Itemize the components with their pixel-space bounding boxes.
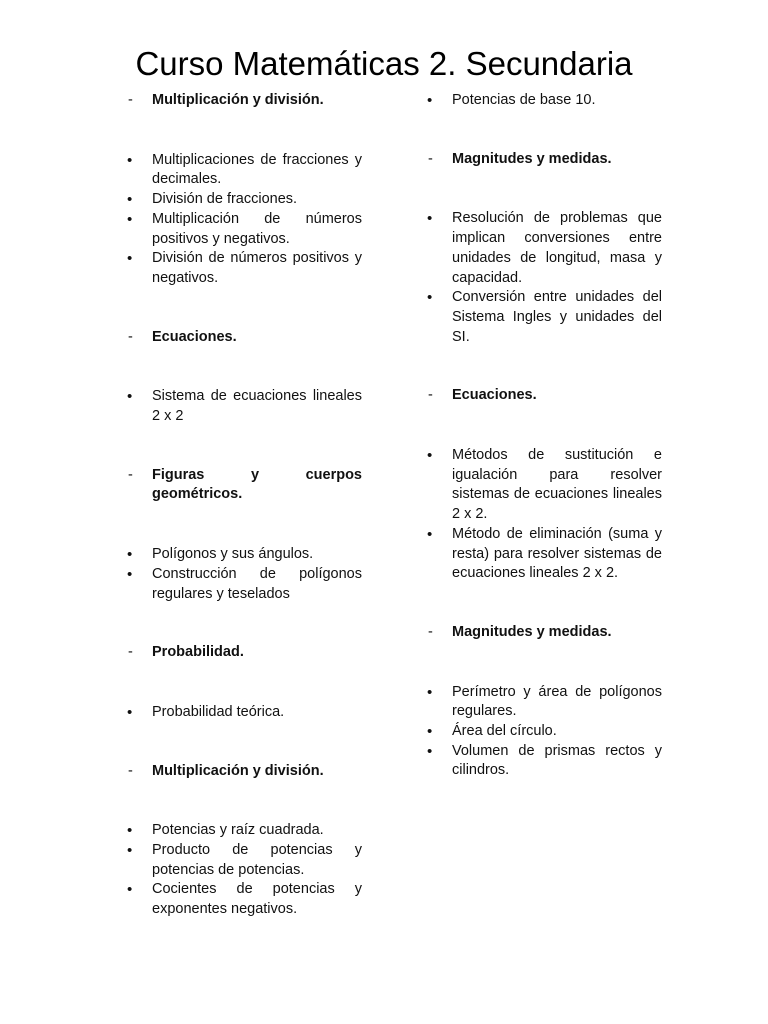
list-item bbox=[127, 249, 362, 288]
section-heading bbox=[127, 643, 362, 663]
spacer bbox=[427, 111, 662, 150]
spacer bbox=[127, 663, 362, 703]
bullet-icon: • bbox=[427, 92, 433, 109]
dash-marker: - bbox=[428, 387, 433, 404]
list-item-text: Multiplicaciones de fracciones y decimales. bbox=[152, 151, 362, 188]
bullet-icon: • bbox=[127, 703, 133, 721]
spacer bbox=[127, 505, 362, 545]
section-heading-text: Ecuaciones. bbox=[452, 387, 537, 404]
spacer bbox=[127, 723, 362, 762]
spacer bbox=[427, 169, 662, 209]
spacer bbox=[127, 781, 362, 821]
section-heading bbox=[427, 386, 662, 406]
spacer bbox=[127, 289, 362, 328]
left-column bbox=[127, 91, 362, 920]
list-item-text: Probabilidad teórica. bbox=[152, 703, 285, 720]
section-heading-text: Magnitudes y medidas. bbox=[452, 623, 612, 640]
spacer bbox=[427, 347, 662, 386]
list-item-text: Polígonos y sus ángulos. bbox=[152, 546, 314, 563]
spacer bbox=[127, 111, 362, 151]
bullet-icon: • bbox=[127, 881, 133, 899]
list-item bbox=[127, 703, 362, 723]
section-heading-text: Ecuaciones. bbox=[152, 328, 237, 345]
list-item-text: Conversión entre unidades del Sistema Ingles y unidades del SI. bbox=[452, 289, 662, 345]
list-item-text: Construcción de polígonos regulares y teselados bbox=[152, 565, 362, 602]
list-item bbox=[127, 545, 362, 565]
list-item-text: Resolución de problemas que implican conversiones entre unidades de longitud, masa y capacidad. bbox=[452, 210, 662, 286]
dash-marker: - bbox=[428, 623, 433, 640]
list-item bbox=[427, 209, 662, 288]
section-heading bbox=[127, 762, 362, 782]
list-item-text: Sistema de ecuaciones lineales 2 x 2 bbox=[152, 388, 362, 425]
spacer bbox=[127, 427, 362, 466]
list-item bbox=[127, 565, 362, 604]
list-item-text: División de números positivos y negativos. bbox=[152, 250, 362, 286]
spacer bbox=[127, 604, 362, 643]
list-item bbox=[427, 288, 662, 347]
section-heading-text: Multiplicación y división. bbox=[152, 92, 324, 108]
section-heading bbox=[127, 328, 362, 348]
section-heading bbox=[127, 91, 362, 111]
bullet-icon: • bbox=[427, 289, 433, 307]
bullet-icon: • bbox=[427, 447, 433, 465]
list-item bbox=[127, 841, 362, 880]
list-item-text: Potencias de base 10. bbox=[452, 92, 596, 108]
list-item bbox=[127, 387, 362, 426]
list-item-text: Método de eliminación (suma y resta) para resolver sistemas de ecuaciones lineales 2 x 2. bbox=[452, 525, 662, 582]
list-item bbox=[427, 525, 662, 584]
dash-marker: - bbox=[428, 150, 433, 167]
bullet-icon: • bbox=[127, 210, 133, 228]
spacer bbox=[427, 406, 662, 446]
section-heading bbox=[127, 466, 362, 505]
bullet-icon: • bbox=[127, 250, 133, 268]
section-heading-text: Multiplicación y división. bbox=[152, 762, 324, 779]
list-item bbox=[427, 446, 662, 525]
bullet-icon: • bbox=[427, 210, 433, 228]
list-item-text: Cocientes de potencias y exponentes negativos. bbox=[152, 881, 362, 918]
list-item-text: Perímetro y área de polígonos regulares. bbox=[452, 683, 662, 720]
list-item-text: Producto de potencias y potencias de potencias. bbox=[152, 842, 362, 878]
dash-marker: - bbox=[128, 644, 133, 661]
bullet-icon: • bbox=[127, 151, 133, 169]
list-item-text: Volumen de prismas rectos y cilindros. bbox=[452, 742, 662, 779]
bullet-icon: • bbox=[127, 822, 133, 840]
bullet-icon: • bbox=[127, 565, 133, 583]
right-column bbox=[427, 91, 662, 781]
section-heading-text: Probabilidad. bbox=[152, 644, 244, 661]
bullet-icon: • bbox=[427, 525, 433, 543]
spacer bbox=[427, 643, 662, 683]
list-item-text: División de fracciones. bbox=[152, 191, 298, 208]
page-title: Curso Matemáticas 2. Secundaria bbox=[135, 45, 633, 82]
list-item-text: Métodos de sustitución e igualación para resolver sistemas de ecuaciones lineales 2 x 2. bbox=[452, 447, 662, 523]
list-item-text: Potencias y raíz cuadrada. bbox=[152, 822, 324, 839]
dash-marker: - bbox=[128, 762, 133, 779]
bullet-icon: • bbox=[127, 842, 133, 860]
list-item bbox=[127, 821, 362, 841]
list-item bbox=[127, 190, 362, 210]
bullet-icon: • bbox=[427, 742, 433, 760]
list-item-text: Multiplicación de números positivos y negativos. bbox=[152, 210, 362, 247]
bullet-icon: • bbox=[127, 388, 133, 406]
spacer bbox=[427, 584, 662, 623]
section-heading-text: Figuras y cuerpos geométricos. bbox=[152, 466, 362, 503]
bullet-icon: • bbox=[127, 546, 133, 564]
bullet-icon: • bbox=[127, 191, 133, 209]
list-item bbox=[427, 91, 662, 111]
dash-marker: - bbox=[128, 92, 133, 108]
section-heading-text: Magnitudes y medidas. bbox=[452, 150, 612, 167]
list-item-text: Área del círculo. bbox=[452, 723, 557, 740]
spacer bbox=[127, 347, 362, 387]
list-item bbox=[127, 151, 362, 190]
dash-marker: - bbox=[128, 466, 133, 483]
list-item bbox=[127, 880, 362, 919]
section-heading bbox=[427, 150, 662, 170]
list-item bbox=[427, 742, 662, 781]
dash-marker: - bbox=[128, 328, 133, 345]
bullet-icon: • bbox=[427, 683, 433, 701]
section-heading bbox=[427, 623, 662, 643]
list-item bbox=[127, 210, 362, 249]
list-item bbox=[427, 722, 662, 742]
list-item bbox=[427, 683, 662, 722]
bullet-icon: • bbox=[427, 723, 433, 741]
